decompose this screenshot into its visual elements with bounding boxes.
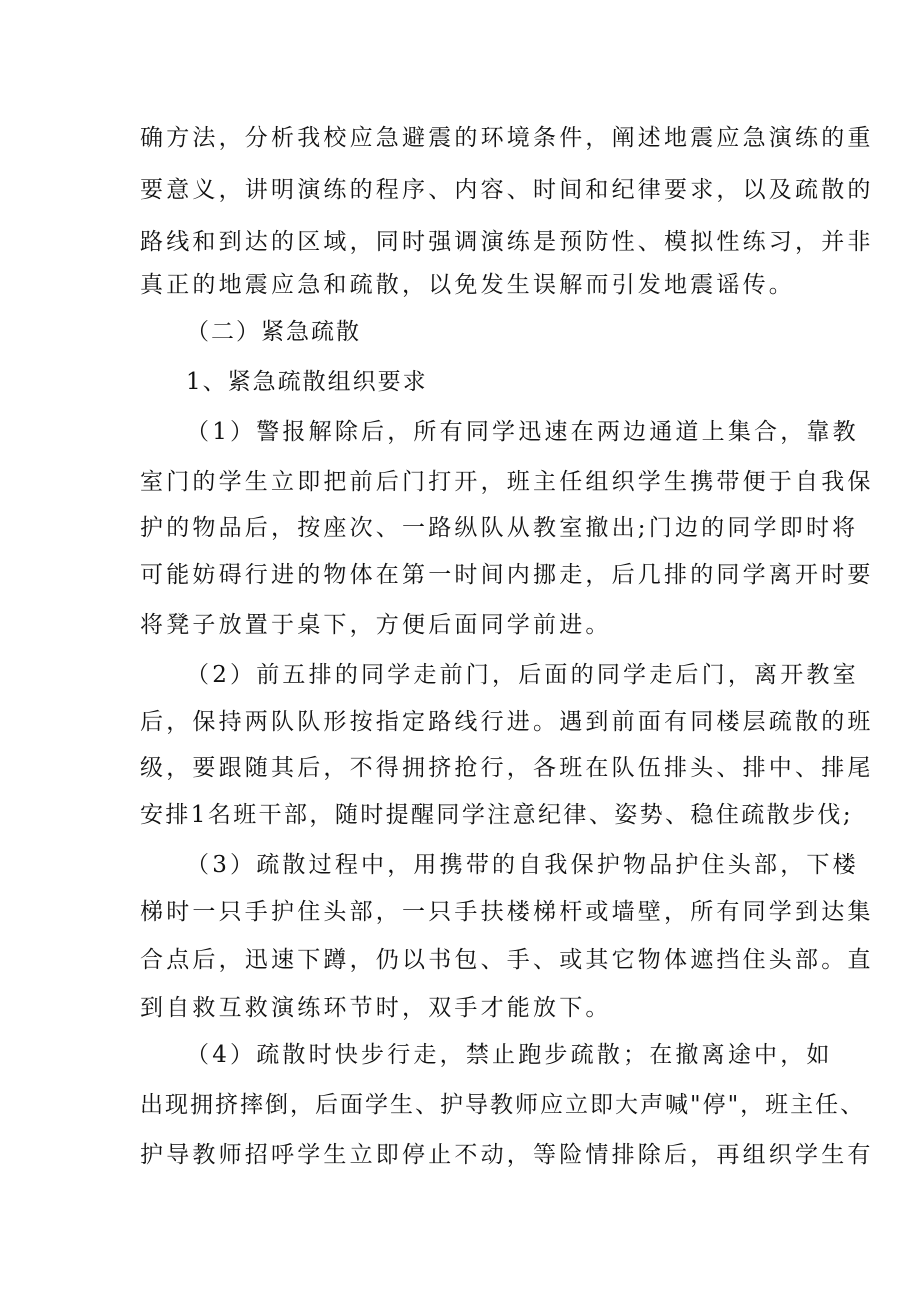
- text-line: 可能妨碍行进的物体在第一时间内挪走，后几排的同学离开时要: [140, 562, 874, 588]
- paragraph-first-line: （1）警报解除后，所有同学迅速在两边通道上集合，靠教: [186, 419, 859, 445]
- text-line: 将凳子放置于桌下，方便后面同学前进。: [140, 612, 612, 638]
- text-line: 确方法，分析我校应急避震的环境条件，阐述地震应急演练的重: [140, 125, 874, 151]
- text-line: 护的物品后，按座次、一路纵队从教室撤出;门边的同学即时将: [140, 515, 859, 541]
- section-heading: （二）紧急疏散: [186, 319, 361, 345]
- text-line: 安排1名班干部，随时提醒同学注意纪律、姿势、稳住疏散步伐;: [140, 802, 853, 828]
- text-line: 级，要跟随其后，不得拥挤抢行，各班在队伍排头、排中、排尾: [140, 755, 874, 781]
- text-line: 到自救互救演练环节时，双手才能放下。: [140, 995, 612, 1021]
- paragraph-first-line: （3）疏散过程中，用携带的自我保护物品护住头部，下楼: [186, 852, 859, 878]
- subsection-heading: 1、紧急疏散组织要求: [186, 369, 428, 395]
- text-line: 梯时一只手护住头部，一只手扶楼梯杆或墙壁，所有同学到达集: [140, 899, 874, 925]
- text-line: 后，保持两队队形按指定路线行进。遇到前面有同楼层疏散的班: [140, 709, 874, 735]
- text-line: 室门的学生立即把前后门打开，班主任组织学生携带便于自我保: [140, 469, 874, 495]
- text-line: 合点后，迅速下蹲，仍以书包、手、或其它物体遮挡住头部。直: [140, 947, 874, 973]
- paragraph-first-line: （4）疏散时快步行走，禁止跑步疏散；在撤离途中，如: [186, 1042, 833, 1068]
- paragraph-first-line: （2）前五排的同学走前门，后面的同学走后门，离开教室: [186, 662, 859, 688]
- text-line: 出现拥挤摔倒，后面学生、护导教师应立即大声喊"停"，班主任、: [140, 1092, 866, 1118]
- text-line: 要意义，讲明演练的程序、内容、时间和纪律要求，以及疏散的: [140, 177, 874, 203]
- text-line: 真正的地震应急和疏散，以免发生误解而引发地震谣传。: [140, 272, 795, 298]
- text-line: 护导教师招呼学生立即停止不动，等险情排除后，再组织学生有: [140, 1142, 874, 1168]
- text-line: 路线和到达的区域，同时强调演练是预防性、模拟性练习，并非: [140, 229, 874, 255]
